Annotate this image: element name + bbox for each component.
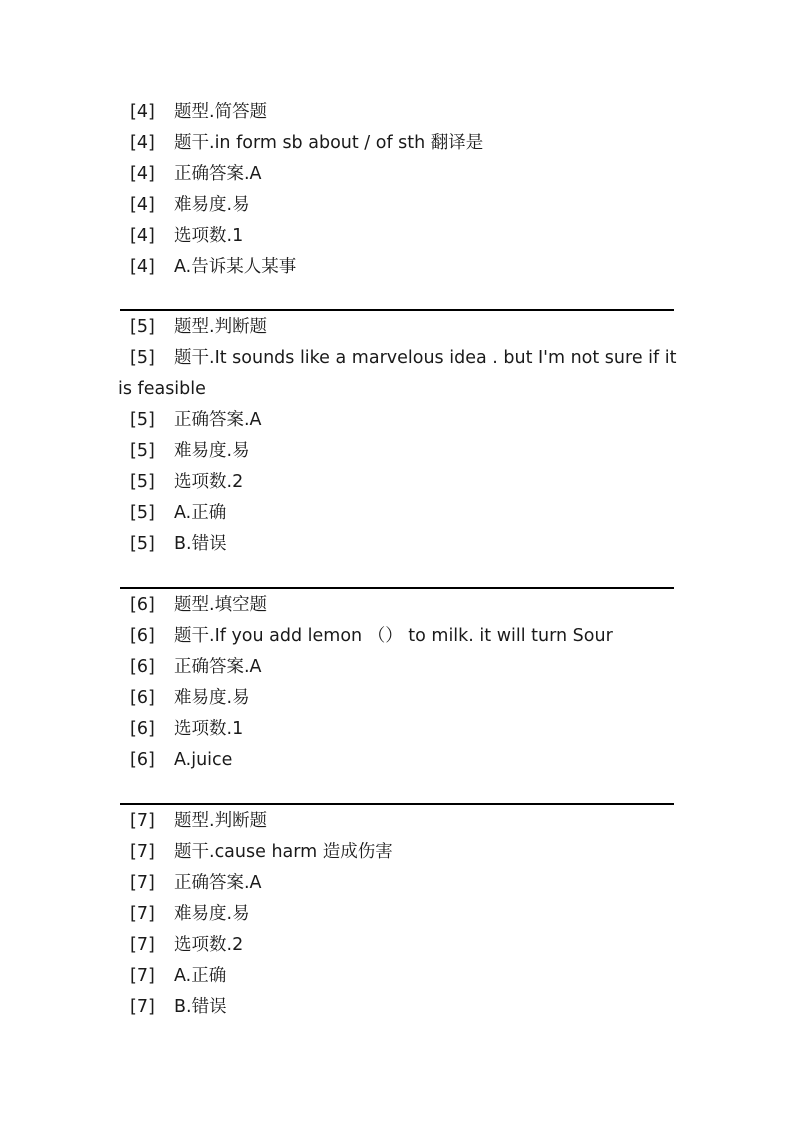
difficulty-line: [118, 190, 674, 221]
question-type-line: [118, 312, 674, 343]
option-count-line: [118, 221, 674, 252]
question-type: 题型.填空题: [174, 595, 268, 615]
question-number: [4]: [130, 164, 155, 184]
question-stem: 题干.If you add lemon （） to milk. it will turn Sour: [174, 626, 613, 646]
question-number: [7]: [130, 904, 155, 924]
question-stem-line: [118, 621, 674, 652]
option-count-line: [118, 467, 674, 498]
option-count: 选项数.2: [174, 472, 244, 492]
question-block-4: [118, 97, 674, 283]
question-number: [7]: [130, 966, 155, 986]
option-count: 选项数.1: [174, 226, 244, 246]
option-line: [118, 992, 674, 1023]
question-type: 题型.简答题: [174, 102, 268, 122]
section-divider: [120, 587, 674, 589]
question-number: [4]: [130, 226, 155, 246]
question-type-line: [118, 590, 674, 621]
question-type: 题型.判断题: [174, 317, 268, 337]
question-number: [7]: [130, 873, 155, 893]
question-type-line: [118, 97, 674, 128]
correct-answer: 正确答案.A: [174, 873, 262, 893]
option-b: B.错误: [174, 534, 227, 554]
correct-answer-line: [118, 868, 674, 899]
question-stem-continuation: [118, 374, 674, 405]
question-number: [4]: [130, 257, 155, 277]
question-number: [6]: [130, 750, 155, 770]
question-number: [6]: [130, 688, 155, 708]
question-number: [6]: [130, 719, 155, 739]
question-number: [7]: [130, 935, 155, 955]
correct-answer-line: [118, 159, 674, 190]
option-count: 选项数.1: [174, 719, 244, 739]
question-stem-line: [118, 343, 677, 374]
difficulty: 难易度.易: [174, 441, 250, 461]
question-number: [5]: [130, 317, 155, 337]
option-line: [118, 961, 674, 992]
question-type-line: [118, 806, 674, 837]
question-stem: 题干.cause harm 造成伤害: [174, 842, 393, 862]
question-number: [6]: [130, 657, 155, 677]
question-number: [4]: [130, 195, 155, 215]
correct-answer-line: [118, 405, 674, 436]
question-number: [5]: [130, 410, 155, 430]
difficulty: 难易度.易: [174, 688, 250, 708]
option-line: [118, 252, 674, 283]
difficulty-line: [118, 899, 674, 930]
option-line: [118, 529, 674, 560]
question-number: [5]: [130, 472, 155, 492]
question-number: [5]: [130, 441, 155, 461]
option-line: [118, 498, 674, 529]
difficulty: 难易度.易: [174, 195, 250, 215]
option-a: A.正确: [174, 503, 227, 523]
option-count-line: [118, 930, 674, 961]
correct-answer-line: [118, 652, 674, 683]
correct-answer: 正确答案.A: [174, 657, 262, 677]
question-stem: 题干.in form sb about / of sth 翻译是: [174, 133, 484, 153]
section-divider: [120, 803, 674, 805]
question-stem-cont: is feasible: [118, 379, 206, 399]
option-count-line: [118, 714, 674, 745]
question-number: [7]: [130, 811, 155, 831]
question-block-7: [118, 806, 674, 1023]
question-number: [5]: [130, 503, 155, 523]
question-number: [6]: [130, 595, 155, 615]
question-stem-line: [118, 837, 674, 868]
question-number: [7]: [130, 997, 155, 1017]
option-line: [118, 745, 674, 776]
question-block-5: [118, 312, 677, 560]
question-number: [6]: [130, 626, 155, 646]
question-stem-line: [118, 128, 674, 159]
question-number: [5]: [130, 534, 155, 554]
difficulty: 难易度.易: [174, 904, 250, 924]
option-a: A.juice: [174, 750, 233, 770]
correct-answer: 正确答案.A: [174, 410, 262, 430]
difficulty-line: [118, 683, 674, 714]
section-divider: [120, 309, 674, 311]
question-number: [7]: [130, 842, 155, 862]
question-number: [5]: [130, 348, 155, 368]
option-a: A.正确: [174, 966, 227, 986]
question-stem: 题干.It sounds like a marvelous idea . but I'm not sure if it: [174, 348, 677, 368]
difficulty-line: [118, 436, 674, 467]
question-number: [4]: [130, 133, 155, 153]
question-number: [4]: [130, 102, 155, 122]
option-a: A.告诉某人某事: [174, 257, 297, 277]
option-count: 选项数.2: [174, 935, 244, 955]
correct-answer: 正确答案.A: [174, 164, 262, 184]
question-type: 题型.判断题: [174, 811, 268, 831]
option-b: B.错误: [174, 997, 227, 1017]
question-block-6: [118, 590, 674, 776]
